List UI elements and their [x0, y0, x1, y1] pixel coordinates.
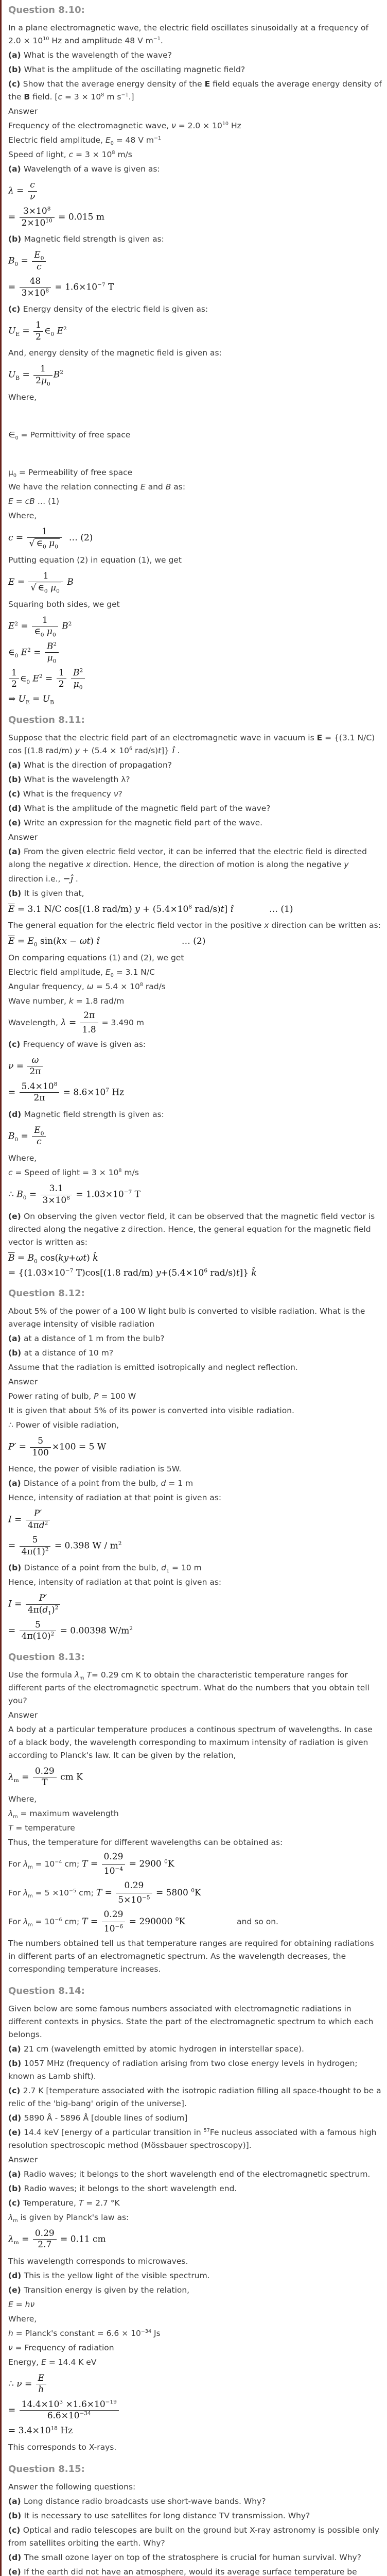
question-heading: Question 8.15:	[8, 2463, 85, 2475]
formula: = $\frac{5}{4\pi(1)^2}$ = 0.398 W / $m^2$	[8, 1535, 122, 1557]
paragraph: (b) It is given that,	[8, 888, 84, 898]
paragraph: Where,	[8, 1794, 37, 1804]
fraction: $\frac{2\pi}{1.8}$	[79, 1009, 99, 1037]
formula: $\in_0$ $E^2$ = $\frac{B^2}{\mu_0}$	[8, 642, 382, 664]
paragraph: $\mu_0$ = Permeability of free space	[8, 467, 133, 479]
paragraph: Hence, intensity of radiation at that point is given as:	[8, 1578, 222, 1587]
inline-math: T = $\frac{0.29}{5\times 10^{-5}}$ = 5800 $^0$K	[96, 1888, 201, 1898]
paragraph: (a) Distance of a point from the bulb, d = 1 m	[8, 1479, 194, 1488]
paragraph: (d) This is the yellow light of the visible spectrum.	[8, 2270, 210, 2280]
paragraph: Putting equation (2) in equation (1), we get	[8, 555, 182, 565]
inline-math: −ĵ	[63, 873, 73, 884]
paragraph: (b) 1057 MHz (frequency of radiation arising from two close energy levels in hydrogen; known as Lamb shift).	[8, 2058, 358, 2081]
question-section	[8, 1985, 382, 2454]
square-root: √ $\in_0$ $\mu_0$	[30, 583, 61, 594]
formula: $U_E$ = $\frac{1}{2}$ $\in_0$ $E^2$	[8, 320, 67, 342]
fraction: $\frac{0.29}{10^{-4}}$	[101, 1851, 127, 1878]
paragraph: Energy, E = 14.4 K eV	[8, 2357, 97, 2367]
fraction: $\frac{3\times 10^8}{2\times 10^{10}}$	[19, 207, 56, 228]
fraction: $\frac{5}{100}$	[29, 1436, 51, 1458]
question-heading: Question 8.11:	[8, 714, 85, 725]
paragraph: Speed of light, $c = 3 \times 10^8$ m/s	[8, 149, 132, 159]
paragraph: Where,	[8, 1153, 37, 1163]
paragraph: ν = Frequency of radiation	[8, 2343, 114, 2352]
paragraph: (e) Write an expression for the magnetic field part of the wave.	[8, 818, 263, 827]
paragraph: A body at a particular temperature produces a continous spectrum of wavelengths. In case of a black body, the wavelength corresponding to maximum intensity of radiation is given according to Planck's law. It can be given by the relation,	[8, 1724, 373, 1760]
paragraph: Answer the following questions:	[8, 2482, 136, 2492]
paragraph: direction i.e., −ĵ .	[8, 873, 78, 884]
formula: $\overline{E} = E_0$ sin(kx − ωt) î … (2)	[8, 936, 206, 948]
paragraph: (e) On observing the given vector field, it can be observed that the magnetic field vector is directed along the negative z direction. Hence, the general equation for the magnetic field vector is written as:	[8, 1212, 375, 1247]
formula: $U_B$ = $\frac{1}{2\mu_0}$ $B^2$	[8, 364, 63, 387]
paragraph: T = temperature	[8, 1823, 75, 1833]
vector-symbol: $\overline{E}$	[8, 904, 15, 914]
formula: λ = $\frac{c}{\nu}$	[8, 180, 382, 202]
paragraph: We have the relation connecting E and B as:	[8, 482, 186, 492]
paragraph: (b) What is the amplitude of the oscillating magnetic field?	[8, 65, 245, 74]
paragraph: This wavelength corresponds to microwaves.	[8, 2256, 188, 2266]
paragraph: Thus, the temperature for different wavelengths can be obtained as:	[8, 1837, 283, 1847]
paragraph: Suppose that the electric field part of an electromagnetic wave in vacuum is E = {(3.1 N/C) cos [(1.8 rad/m) $y + (5.4 \times 10^6$ rad/s)t]} î .	[8, 733, 375, 756]
fraction: $\frac{E_0}{c}$	[31, 1126, 47, 1147]
fraction: $\frac{5}{4\pi(10)^2}$	[19, 1620, 58, 1642]
formula: $\overline{E} = 3.1$ N/C cos[(1.8 rad/m) $y + (5.4\times 10^8$ rad/s)t] î … (1)	[8, 903, 293, 914]
formula: = $3.4\times 10^{18}$ Hz	[8, 2425, 73, 2436]
formula: $\lambda_m$ = $\frac{0.29}{T}$ cm K	[8, 1766, 83, 1788]
fraction: $\frac{1}{2}$	[56, 668, 67, 690]
formula: ∴ $B_0$ = $\frac{3.1}{3\times 10^8}$ = $1.03\times 10^{-7}$ T	[8, 1183, 140, 1206]
fraction: $\frac{1}{\in_0 \mu_0}$	[31, 616, 59, 637]
paragraph: For $\lambda_m = 10^{-6}$ cm; T = $\frac{0.29}{10^{-6}}$ = 290000 $^0$K and so on.	[8, 1908, 382, 1936]
paragraph: (c) What is the frequency ν?	[8, 789, 122, 799]
paragraph: About 5% of the power of a 100 W light bulb is converted to visible radiation. What is the average intensity of visible radiation	[8, 1307, 365, 1329]
paragraph: (a) From the given electric field vector, it can be inferred that the electric field is directed along the negative x direction. Hence, the direction of motion is along the negative y	[8, 846, 367, 869]
paragraph: (e) If the earth did not have an atmosphere, would its average surface temperature be	[8, 2567, 357, 2576]
paragraph: Wavelength, λ = $\frac{2\pi}{1.8}$ = 3.490 m	[8, 1009, 382, 1037]
paragraph: E = cB … (1)	[8, 496, 60, 506]
square-root: √ $\in_0$ $\mu_0$	[29, 538, 60, 549]
paragraph: ∴ Power of visible radiation,	[8, 1420, 119, 1430]
paragraph: (a) 21 cm (wavelength emitted by atomic hydrogen in interstellar space).	[8, 2044, 304, 2054]
paragraph: (a) at a distance of 1 m from the bulb?	[8, 1334, 165, 1344]
paragraph: c = Speed of light = $3 \times 10^8$ m/s	[8, 1167, 139, 1177]
question-section	[8, 1651, 382, 1976]
paragraph: Angular frequency, $\omega = 5.4 \times 10^8$ rad/s	[8, 981, 166, 991]
fraction: $\frac{48}{3\times 10^8}$	[19, 277, 52, 298]
paragraph: (c) 2.7 K [temperature associated with the isotropic radiation filling all space-thought to be a relic of the 'big-bang' origin of the universe].	[8, 2086, 381, 2108]
inline-math: T = $\frac{0.29}{10^{-6}}$ = 290000 $^0$K	[82, 1917, 185, 1927]
paragraph: (a) Radio waves; it belongs to the short wavelength end of the electromagnetic spectrum.	[8, 2169, 371, 2179]
paragraph: This corresponds to X-rays.	[8, 2442, 117, 2452]
paragraph: Answer	[8, 107, 38, 116]
paragraph: Assume that the radiation is emitted isotropically and neglect reflection.	[8, 1363, 298, 1372]
paragraph: (b) What is the wavelength λ?	[8, 774, 130, 784]
formula: $B_0$ = $\frac{E_0}{c}$	[8, 1126, 382, 1147]
paragraph: Answer	[8, 2155, 38, 2164]
formula: c = $\frac{1}{√ \in_0 \mu_0}$ … (2)	[8, 526, 93, 550]
paragraph: Where,	[8, 511, 37, 520]
vector-symbol: $\overline{E}$	[8, 936, 15, 947]
formula: = $\frac{3\times 10^8}{2\times 10^{10}}$ = 0.015 m	[8, 206, 105, 228]
formula: ⇒ $U_E = U_B$	[8, 694, 54, 706]
formula: $B_0$ = $\frac{E_0}{c}$	[8, 250, 382, 272]
fraction: $\frac{3.1}{3\times 10^8}$	[40, 1184, 73, 1206]
question-section	[8, 4, 382, 705]
paragraph: For $\lambda_m = 5 \times 10^{-5}$ cm; T = $\frac{0.29}{5\times 10^{-5}}$ = 5800 $^0$K	[8, 1879, 382, 1907]
formula: = $\frac{14.4\times 10^3 \times 1.6\times 10^{-19}}{6.6\times 10^{-34}}$	[8, 2400, 382, 2421]
question-heading: Question 8.12:	[8, 1288, 85, 1299]
paragraph: h = Planck's constant = $6.6 \times 10^{-34}$ Js	[8, 2328, 161, 2338]
paragraph: $\lambda_m$ = maximum wavelength	[8, 1808, 119, 1820]
fraction: $\frac{1}{√ \in_0 \mu_0}$	[27, 571, 64, 594]
fraction: $\frac{14.4\times 10^3 \times 1.6\times 10^{-19}}{6.6\times 10^{-34}}$	[19, 2400, 120, 2421]
paragraph: (a) Long distance radio broadcasts use short-wave bands. Why?	[8, 2496, 266, 2506]
paragraph: (e) Transition energy is given by the relation,	[8, 2285, 190, 2295]
formula: = $\frac{48}{3\times 10^8}$ = $1.6\times 10^{-7}$ T	[8, 276, 114, 298]
fraction: $\frac{\omega}{2\pi}$	[26, 1056, 44, 1077]
paragraph: Where,	[8, 392, 37, 402]
fraction: $\frac{5.4\times 10^8}{2\pi}$	[19, 1082, 61, 1104]
paragraph: (a) What is the direction of propagation?	[8, 760, 172, 770]
formula: $\overline{B} = B_0$ cos(ky+ωt) k̂	[8, 1253, 98, 1265]
paragraph: (a) What is the wavelength of the wave?	[8, 50, 172, 60]
fraction: $\frac{0.29}{2.7}$	[32, 2229, 58, 2250]
inline-math: λ = $\frac{2\pi}{1.8}$	[61, 1018, 99, 1028]
formula: P′ = $\frac{5}{100}$ ×100 = 5 W	[8, 1436, 107, 1458]
fraction: $\frac{1}{2}$	[8, 668, 20, 690]
paragraph: (d) What is the amplitude of the magnetic field part of the wave?	[8, 803, 271, 813]
paragraph: (d) The small ozone layer on top of the stratosphere is crucial for human survival. Why?	[8, 2552, 361, 2562]
paragraph: It is given that about 5% of its power is converted into visible radiation.	[8, 1406, 294, 1416]
fraction: $\frac{1}{√ \in_0 \mu_0}$	[26, 527, 63, 549]
question-heading: Question 8.10:	[8, 5, 85, 15]
formula: I = $\frac{P'}{4\pi d^2}$	[8, 1509, 382, 1531]
formula: $\frac{1}{2}$ $\in_0$ $E^2$ = $\frac{1}{2}$ $\frac{B^2}{\mu_0}$	[8, 668, 382, 690]
paragraph: (c) Frequency of wave is given as:	[8, 1039, 146, 1049]
paragraph: (b) Radio waves; it belongs to the short wavelength end.	[8, 2183, 237, 2193]
question-heading: Question 8.13:	[8, 1651, 85, 1663]
paragraph: (b) at a distance of 10 m?	[8, 1348, 114, 1358]
formula: = {($1.03\times 10^{-7}$ T)cos[(1.8 rad/m) $y+(5.4\times 10^6$ rad/s)t]} k̂	[8, 1267, 257, 1278]
vector-symbol: $\overline{B}$	[8, 1253, 15, 1264]
question-heading: Question 8.14:	[8, 1985, 85, 1996]
fraction: $\frac{E_0}{c}$	[31, 250, 47, 272]
formula: = $\frac{5}{4\pi(10)^2}$ = 0.00398 $W/m^2$	[8, 1619, 133, 1642]
paragraph: Hence, intensity of radiation at that point is given as:	[8, 1493, 222, 1503]
fraction: $\frac{1}{2\mu_0}$	[32, 364, 54, 386]
paragraph: Frequency of the electromagnetic wave, $\nu = 2.0 \times 10^{10}$ Hz	[8, 121, 241, 130]
paragraph: $\in_0$ = Permittivity of free space	[8, 430, 131, 441]
paragraph: (c) Optical and radio telescopes are built on the ground but X-ray astronomy is possible only from satellites orbiting the earth. Why?	[8, 2525, 379, 2548]
fraction: $\frac{0.29}{T}$	[32, 1767, 58, 1788]
paragraph: The general equation for the electric field vector in the positive x direction can be written as:	[8, 921, 381, 930]
fraction: $\frac{0.29}{5\times 10^{-5}}$	[115, 1879, 153, 1907]
fraction: $\frac{0.29}{10^{-6}}$	[101, 1908, 127, 1936]
formula: ν = $\frac{\omega}{2\pi}$	[8, 1056, 382, 1077]
paragraph: On comparing equations (1) and (2), we get	[8, 953, 184, 962]
paragraph: (b) Magnetic field strength is given as:	[8, 234, 164, 244]
paragraph: $\lambda_m$ is given by Planck's law as:	[8, 2212, 129, 2224]
fraction: $\frac{c}{\nu}$	[27, 180, 38, 202]
question-section	[8, 2463, 382, 2576]
question-section	[8, 714, 382, 1279]
paragraph: (a) Wavelength of a wave is given as:	[8, 164, 160, 174]
paragraph: (e) 14.4 keV [energy of a particular transition in $^{57}$Fe nucleus associated with a famous high resolution spectroscopic method (Mössbauer spectroscopy)].	[8, 2127, 377, 2150]
paragraph: Where,	[8, 2314, 37, 2324]
paragraph: (b) It is necessary to use satellites for long distance TV transmission. Why?	[8, 2511, 310, 2520]
fraction: $\frac{5}{4\pi(1)^2}$	[19, 1535, 52, 1557]
paragraph: Electric field amplitude, $E_0 = 3.1$ N/C	[8, 967, 155, 978]
paragraph: Given below are some famous numbers associated with electromagnetic radiations in different contexts in physics. State the part of the electromagnetic spectrum to which each belongs.	[8, 2004, 374, 2039]
fraction: $\frac{E}{h}$	[35, 2374, 47, 2395]
fraction: $\frac{1}{2}$	[32, 320, 44, 342]
paragraph: E = hν	[8, 2299, 35, 2309]
paragraph: Use the formula $\lambda_m$ T= 0.29 cm K to obtain the characteristic temperature ranges for different parts of the electromagnetic spectrum. What do the numbers that you obtain tell you?	[8, 1670, 370, 1705]
vertical-spacer	[8, 405, 382, 427]
fraction: $\frac{P'}{4\pi d^2}$	[25, 1509, 51, 1531]
paragraph: Answer	[8, 1710, 38, 1720]
formula: ∴ ν = $\frac{E}{h}$	[8, 2374, 382, 2395]
paragraph: Hence, the power of visible radiation is 5W.	[8, 1464, 182, 1474]
paragraph: (c) Temperature, T = 2.7 °K	[8, 2198, 120, 2208]
fraction: $\frac{B^2}{\mu_0}$	[44, 642, 60, 664]
inline-math: î	[172, 745, 175, 756]
formula: = $\frac{5.4\times 10^8}{2\pi}$ = $8.6\times 10^7$ Hz	[8, 1081, 125, 1104]
paragraph: Squaring both sides, we get	[8, 599, 120, 609]
paragraph: Electric field amplitude, $E_0 = 48$ V $m^{-1}$	[8, 135, 162, 147]
vertical-spacer	[8, 443, 382, 465]
fraction: $\frac{P'}{4\pi(d_1)^2}$	[25, 1594, 62, 1615]
paragraph: For $\lambda_m = 10^{-4}$ cm; T = $\frac{0.29}{10^{-4}}$ = 2900 $^0$K	[8, 1851, 382, 1878]
paragraph: (b) Distance of a point from the bulb, $d_1 = 10$ m	[8, 1563, 202, 1574]
paragraph: (d) Magnetic field strength is given as:	[8, 1109, 164, 1119]
formula: $E^2$ = $\frac{1}{\in_0 \mu_0}$ $B^2$	[8, 615, 72, 638]
paragraph: Answer	[8, 1377, 38, 1387]
paragraph: The numbers obtained tell us that temperature ranges are required for obtaining radiations in different parts of an electromagnetic spectrum. As the wavelength decreases, the corresponding temperature increases.	[8, 1938, 374, 1974]
paragraph: (d) 5890 Å - 5896 Å [double lines of sodium]	[8, 2113, 188, 2123]
paragraph: (c) Energy density of the electric field is given as:	[8, 304, 208, 314]
formula: $\lambda_m$ = $\frac{0.29}{2.7}$ = 0.11 cm	[8, 2228, 106, 2250]
paragraph: Power rating of bulb, P = 100 W	[8, 1392, 136, 1401]
formula: I = $\frac{P'}{4\pi(d_1)^2}$	[8, 1594, 382, 1615]
paragraph: (c) Show that the average energy density of the E field equals the average energy density of the B field. [$c = 3 \times 10^8$ m $s^{-1}$.]	[8, 79, 382, 101]
paragraph: Answer	[8, 832, 38, 842]
formula: E = $\frac{1}{√ \in_0 \mu_0}$ B	[8, 570, 74, 595]
inline-math: T = $\frac{0.29}{10^{-4}}$ = 2900 $^0$K	[82, 1859, 174, 1869]
paragraph: And, energy density of the magnetic field is given as:	[8, 348, 222, 358]
question-section	[8, 1287, 382, 1641]
fraction: $\frac{B^2}{\mu_0}$	[70, 668, 86, 690]
paragraph: Wave number, k = 1.8 rad/m	[8, 996, 125, 1006]
paragraph: In a plane electromagnetic wave, the electric field oscillates sinusoidally at a frequency of $2.0 \times 10^{10}$ Hz and amplitude 48 V $m^{-1}$.	[8, 23, 368, 45]
